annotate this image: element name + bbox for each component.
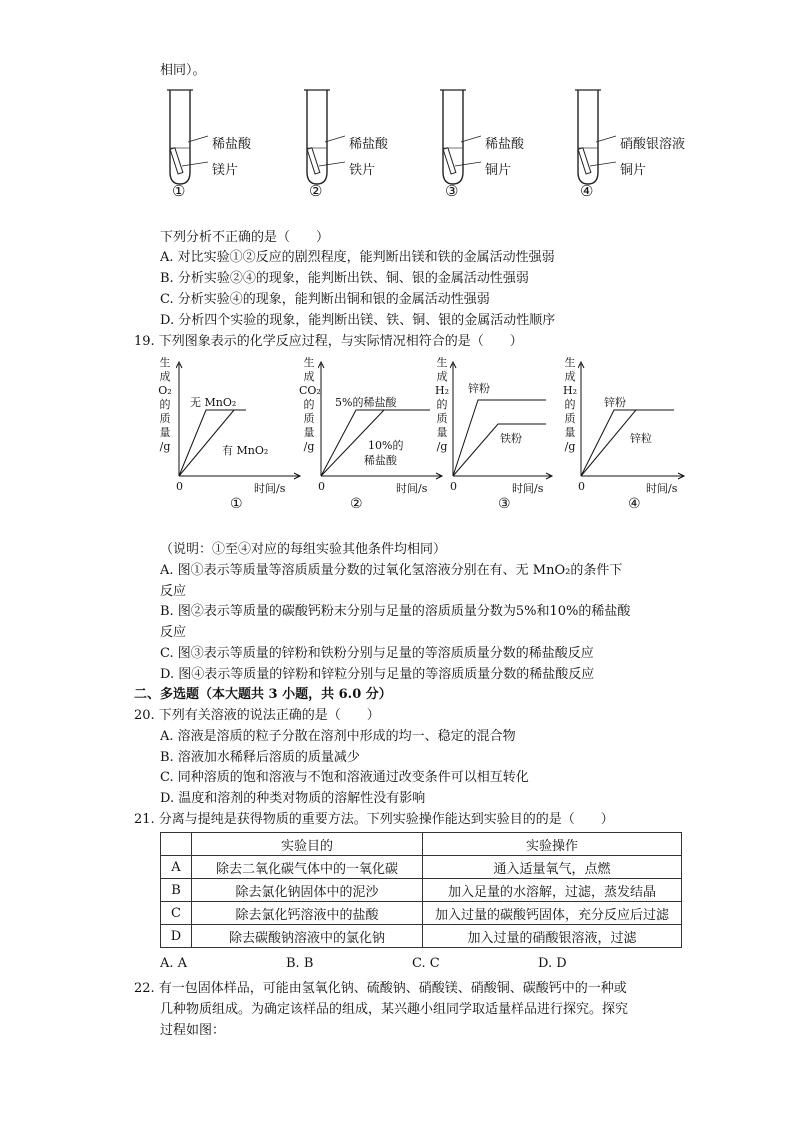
- graph4-ylabel-char: /g: [564, 440, 576, 453]
- graph1-plot: [176, 360, 304, 480]
- tube3-number: ③: [445, 182, 459, 200]
- tube1-metal-label: 镁片: [212, 163, 239, 178]
- q20-option-c: C. 同种溶质的饱和溶液与不饱和溶液通过改变条件可以相互转化: [160, 770, 529, 785]
- graph4-ylabel-char: 的: [564, 398, 576, 411]
- graph4-series-a-label: 锌粉: [604, 396, 626, 409]
- tube4-number: ④: [580, 182, 594, 200]
- table-header-cell: 实验目的: [192, 833, 423, 856]
- tube3-liquid-label: 稀盐酸: [485, 137, 525, 152]
- table-cell: 加入过量的碳酸钙固体，充分反应后过滤: [423, 902, 682, 925]
- q19-option-a: A. 图①表示等质量等溶质质量分数的过氧化氢溶液分别在有、无 MnO₂的条件下: [160, 563, 623, 578]
- tube1-number: ①: [172, 182, 186, 200]
- graph2-origin: 0: [318, 480, 325, 493]
- graph2-series-b-label-line2: 稀盐酸: [364, 454, 397, 467]
- graph3-ylabel-char: /g: [436, 440, 448, 453]
- tube4-metal-label: 铜片: [620, 163, 647, 178]
- q21-choice-c: C. C: [412, 956, 440, 971]
- tube2-metal-label: 铁片: [349, 163, 376, 178]
- question-22-line3: 过程如图：: [160, 1023, 226, 1038]
- graph4-origin: 0: [578, 480, 585, 493]
- graph2-ylabel-char: 质: [303, 412, 315, 425]
- test-tube-1: [167, 90, 208, 184]
- graph1-origin: 0: [176, 480, 183, 493]
- graph2-ylabel-char: 成: [303, 370, 315, 383]
- question-19-stem: 19. 下列图象表示的化学反应过程，与实际情况相符合的是（ ）: [134, 334, 523, 349]
- continued-text: 相同）。: [160, 63, 206, 78]
- q19-option-d: D. 图④表示等质量的锌粉和锌粒分别与足量的等溶质质量分数的稀盐酸反应: [160, 667, 595, 682]
- table-cell: 除去二氧化碳气体中的一氧化碳: [192, 856, 423, 879]
- graph1-ylabel-char: 量: [159, 426, 171, 439]
- table-cell: B: [161, 879, 192, 902]
- q20-option-a: A. 溶液是溶质的粒子分散在溶剂中形成的均一、稳定的混合物: [160, 729, 516, 744]
- graph4-series-b-label: 锌粒: [630, 432, 652, 445]
- graph1-series-a-label: 无 MnO₂: [190, 396, 237, 409]
- q18-option-d: D. 分析四个实验的现象，能判断出镁、铁、铜、银的金属活动性顺序: [160, 313, 556, 328]
- table-row: [161, 879, 682, 902]
- graph1-ylabel-char: /g: [159, 440, 171, 453]
- graph2-ylabel: [299, 356, 319, 454]
- table-cell: 除去碳酸钠溶液中的氯化钠: [192, 925, 423, 948]
- table-cell: 通入适量氧气，点燃: [423, 856, 682, 879]
- tube4-liquid-label: 硝酸银溶液: [620, 137, 686, 152]
- table-cell: A: [161, 856, 192, 879]
- graph3-ylabel-char: 量: [436, 426, 448, 439]
- table-cell: C: [161, 902, 192, 925]
- q18-option-c: C. 分析实验④的现象，能判断出铜和银的金属活动性强弱: [160, 292, 490, 307]
- table-cell: D: [161, 925, 192, 948]
- table-row: [161, 856, 682, 879]
- question-18-stem: 下列分析不正确的是（ ）: [160, 230, 330, 245]
- graph2-ylabel-char: 的: [303, 398, 315, 411]
- graph3-ylabel-char: 质: [436, 412, 448, 425]
- graph2-series-a-label: 5%的稀盐酸: [335, 396, 397, 409]
- q21-choice-a: A. A: [160, 956, 188, 971]
- graph4-ylabel: [560, 356, 580, 454]
- tube1-liquid-label: 稀盐酸: [212, 137, 252, 152]
- table-cell: 除去氯化钠固体中的泥沙: [192, 879, 423, 902]
- question-21-stem: 21. 分离与提纯是获得物质的重要方法。下列实验操作能达到实验目的的是（ ）: [134, 812, 614, 827]
- graph1-xlabel: 时间/s: [254, 482, 286, 495]
- graph3-ylabel: [432, 356, 452, 454]
- graph3-origin: 0: [450, 480, 457, 493]
- graph4-plot: [578, 360, 688, 480]
- graph3-xlabel: 时间/s: [512, 482, 544, 495]
- tube3-metal-label: 铜片: [485, 163, 512, 178]
- graph2-ylabel-char: CO₂: [299, 384, 321, 397]
- table-header-cell: [161, 833, 192, 856]
- graph3-plot: [450, 360, 556, 480]
- q19-note: （说明：①至④对应的每组实验其他条件均相同）: [160, 542, 447, 557]
- graph4-ylabel-char: 成: [564, 370, 576, 383]
- graph3-ylabel-char: 成: [436, 370, 448, 383]
- graph3-series-b-label: 铁粉: [500, 432, 522, 445]
- graph1-series-b-label: 有 MnO₂: [222, 444, 269, 457]
- graph1-number: ①: [230, 496, 243, 512]
- graph1-ylabel-char: O₂: [158, 384, 172, 397]
- graph1-ylabel-char: 质: [159, 412, 171, 425]
- question-20-stem: 20. 下列有关溶液的说法正确的是（ ）: [134, 708, 380, 723]
- graph3-series-a-label: 锌粉: [468, 382, 490, 395]
- table-row: [161, 925, 682, 948]
- table-cell: 加入过量的硝酸银溶液，过滤: [423, 925, 682, 948]
- graph3-ylabel-char: H₂: [434, 384, 449, 397]
- graph1-ylabel-char: 的: [159, 398, 171, 411]
- q19-option-c: C. 图③表示等质量的锌粉和铁粉分别与足量的等溶质质量分数的稀盐酸反应: [160, 646, 594, 661]
- test-tube-3: [440, 90, 481, 184]
- q20-option-d: D. 温度和溶剂的种类对物质的溶解性没有影响: [160, 791, 426, 806]
- graph1-ylabel-char: 生: [159, 356, 171, 369]
- test-tube-2: [304, 90, 345, 184]
- table-row: [161, 902, 682, 925]
- q20-option-b: B. 溶液加水稀释后溶质的质量减少: [160, 750, 360, 765]
- q19-option-b: B. 图②表示等质量的碳酸钙粉末分别与足量的溶质质量分数为5%和10%的稀盐酸: [160, 604, 631, 619]
- graph2-ylabel-char: /g: [303, 440, 315, 453]
- q21-choice-b: B. B: [286, 956, 314, 971]
- question-22-line2: 几种物质组成。为确定该样品的组成，某兴趣小组同学取适量样品进行探究。探究: [160, 1002, 629, 1017]
- graph3-number: ③: [498, 496, 511, 512]
- tube2-number: ②: [309, 182, 323, 200]
- q21-choice-d: D. D: [538, 956, 567, 971]
- graph2-series-b-label-line1: 10%的: [368, 439, 404, 452]
- q19-option-b-cont: 反应: [160, 625, 187, 640]
- q18-option-b: B. 分析实验②④的现象，能判断出铁、铜、银的金属活动性强弱: [160, 271, 529, 286]
- graph4-xlabel: 时间/s: [646, 482, 678, 495]
- q18-option-a: A. 对比实验①②反应的剧烈程度，能判断出镁和铁的金属活动性强弱: [160, 250, 555, 265]
- graph1-ylabel-char: 成: [159, 370, 171, 383]
- tube2-liquid-label: 稀盐酸: [349, 137, 389, 152]
- table-cell: 加入足量的水溶解，过滤，蒸发结晶: [423, 879, 682, 902]
- q19-option-a-cont: 反应: [160, 584, 187, 599]
- section-heading-multiple-choice: 二、多选题（本大题共 3 小题，共 6.0 分）: [134, 687, 392, 702]
- graph1-ylabel: [155, 356, 175, 454]
- graph3-ylabel-char: 的: [436, 398, 448, 411]
- table-cell: 除去氯化钙溶液中的盐酸: [192, 902, 423, 925]
- question-22-line1: 22. 有一包固体样品，可能由氢氧化钠、硫酸钠、硝酸镁、硝酸铜、碳酸钙中的一种或: [134, 981, 627, 996]
- experiment-table: [160, 832, 682, 948]
- graph4-ylabel-char: 质: [564, 412, 576, 425]
- graph2-ylabel-char: 生: [303, 356, 315, 369]
- graph4-ylabel-char: H₂: [562, 384, 577, 397]
- graph3-ylabel-char: 生: [436, 356, 448, 369]
- graph4-ylabel-char: 量: [564, 426, 576, 439]
- graph4-ylabel-char: 生: [564, 356, 576, 369]
- graph2-xlabel: 时间/s: [396, 482, 428, 495]
- graph2-number: ②: [350, 496, 363, 512]
- table-header-row: [161, 833, 682, 856]
- table-header-cell: 实验操作: [423, 833, 682, 856]
- test-tube-4: [575, 90, 616, 184]
- graph4-number: ④: [628, 496, 641, 512]
- graph2-ylabel-char: 量: [303, 426, 315, 439]
